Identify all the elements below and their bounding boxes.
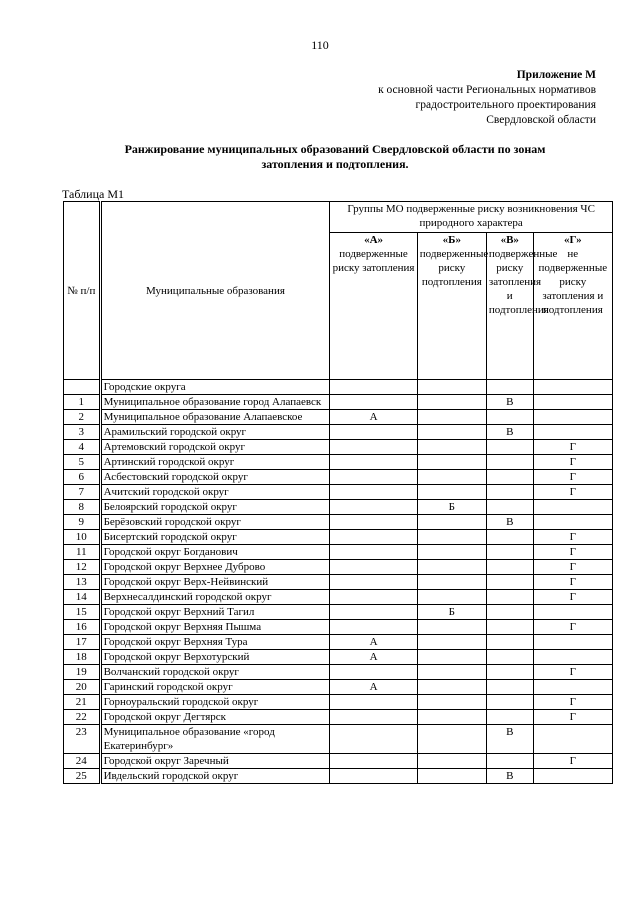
row-number: 1 bbox=[64, 395, 101, 410]
document-title bbox=[100, 142, 570, 172]
group-g-cell bbox=[533, 425, 612, 440]
group-b-key: «Б» bbox=[442, 234, 461, 246]
group-v-cell bbox=[486, 710, 533, 725]
group-g-cell: Г bbox=[533, 545, 612, 560]
group-g-cell: Г bbox=[533, 710, 612, 725]
municipality-name: Асбестовский городской округ bbox=[100, 470, 330, 485]
row-number: 22 bbox=[64, 710, 101, 725]
group-b-cell bbox=[417, 650, 486, 665]
group-b-cell bbox=[417, 680, 486, 695]
group-a-cell bbox=[330, 440, 417, 455]
municipality-name: Волчанский городской округ bbox=[100, 665, 330, 680]
document-title-line: затопления и подтопления. bbox=[261, 157, 409, 171]
row-number: 3 bbox=[64, 425, 101, 440]
header-group-v bbox=[486, 233, 558, 380]
group-v-cell bbox=[486, 530, 533, 545]
group-b-cell: Б bbox=[417, 500, 486, 515]
group-a-cell bbox=[330, 425, 417, 440]
municipality-name: Белоярский городской округ bbox=[100, 500, 330, 515]
row-number: 23 bbox=[64, 725, 101, 754]
group-a-cell bbox=[330, 620, 417, 635]
group-b-cell bbox=[417, 695, 486, 710]
group-b-cell bbox=[417, 470, 486, 485]
row-number: 10 bbox=[64, 530, 101, 545]
table-row bbox=[64, 545, 613, 560]
group-v-cell: В bbox=[486, 725, 533, 754]
group-v-cell bbox=[486, 590, 533, 605]
group-b-cell bbox=[417, 710, 486, 725]
empty-cell bbox=[533, 380, 612, 395]
group-v-cell bbox=[486, 575, 533, 590]
group-b-cell bbox=[417, 665, 486, 680]
municipality-name: Городской округ Верхотурский bbox=[100, 650, 330, 665]
group-b-cell bbox=[417, 754, 486, 769]
group-b-cell bbox=[417, 725, 486, 754]
table-row bbox=[64, 665, 613, 680]
group-g-cell bbox=[533, 725, 612, 754]
table-caption: Таблица М1 bbox=[62, 187, 124, 201]
table-row bbox=[64, 590, 613, 605]
group-g-cell: Г bbox=[533, 665, 612, 680]
group-a-cell bbox=[330, 769, 417, 784]
group-g-cell: Г bbox=[533, 470, 612, 485]
row-number: 18 bbox=[64, 650, 101, 665]
row-number: 12 bbox=[64, 560, 101, 575]
group-g-cell bbox=[533, 395, 612, 410]
group-v-cell: В bbox=[486, 515, 533, 530]
municipality-name: Городской округ Дегтярск bbox=[100, 710, 330, 725]
group-g-cell: Г bbox=[533, 485, 612, 500]
page-number: 110 bbox=[311, 38, 329, 52]
group-b-cell bbox=[417, 560, 486, 575]
table-row bbox=[64, 560, 613, 575]
table-row bbox=[64, 710, 613, 725]
group-v-cell bbox=[486, 500, 533, 515]
municipality-name: Верхнесалдинский городской округ bbox=[100, 590, 330, 605]
empty-cell bbox=[486, 380, 533, 395]
group-g-cell bbox=[533, 515, 612, 530]
row-number: 6 bbox=[64, 470, 101, 485]
section-number-cell bbox=[64, 380, 101, 395]
row-number: 9 bbox=[64, 515, 101, 530]
table-row bbox=[64, 530, 613, 545]
municipality-name: Ивдельский городской округ bbox=[100, 769, 330, 784]
municipality-name: Ачитский городской округ bbox=[100, 485, 330, 500]
group-b-cell bbox=[417, 395, 486, 410]
table-row bbox=[64, 575, 613, 590]
row-number: 16 bbox=[64, 620, 101, 635]
group-a-cell bbox=[330, 754, 417, 769]
section-row bbox=[64, 380, 613, 395]
row-number: 15 bbox=[64, 605, 101, 620]
table-row bbox=[64, 680, 613, 695]
group-a-cell bbox=[330, 545, 417, 560]
group-g-cell: Г bbox=[533, 590, 612, 605]
row-number: 13 bbox=[64, 575, 101, 590]
group-v-cell bbox=[486, 665, 533, 680]
group-v-cell bbox=[486, 695, 533, 710]
group-a-cell bbox=[330, 695, 417, 710]
group-v-cell bbox=[486, 410, 533, 425]
group-b-cell bbox=[417, 485, 486, 500]
municipality-name: Городской округ Верхняя Тура bbox=[100, 635, 330, 650]
group-a-text: подверженные риску затопления bbox=[332, 248, 415, 274]
municipality-name: Бисертский городской округ bbox=[100, 530, 330, 545]
group-v-cell bbox=[486, 455, 533, 470]
table-row bbox=[64, 620, 613, 635]
group-v-cell bbox=[486, 470, 533, 485]
group-g-cell bbox=[533, 500, 612, 515]
header-group-b bbox=[417, 233, 489, 380]
municipality-name: Муниципальное образование Алапаевское bbox=[100, 410, 330, 425]
group-v-cell bbox=[486, 680, 533, 695]
group-a-cell bbox=[330, 710, 417, 725]
group-b-cell bbox=[417, 515, 486, 530]
header-number: № п/п bbox=[64, 202, 101, 380]
group-a-cell bbox=[330, 395, 417, 410]
table-row bbox=[64, 515, 613, 530]
municipality-name: Муниципальное образование город Алапаевск bbox=[100, 395, 330, 410]
header-municipality: Муниципальные образования bbox=[100, 202, 330, 380]
group-v-cell bbox=[486, 635, 533, 650]
group-g-cell bbox=[533, 680, 612, 695]
group-g-cell bbox=[533, 650, 612, 665]
table-row bbox=[64, 485, 613, 500]
group-a-cell bbox=[330, 560, 417, 575]
group-v-key: «В» bbox=[500, 234, 519, 246]
table-row bbox=[64, 410, 613, 425]
table-row bbox=[64, 500, 613, 515]
appendix-line: к основной части Региональных нормативов bbox=[378, 84, 596, 96]
table-row bbox=[64, 650, 613, 665]
group-a-key: «А» bbox=[364, 234, 384, 246]
group-a-cell bbox=[330, 530, 417, 545]
group-g-cell: Г bbox=[533, 620, 612, 635]
group-b-cell bbox=[417, 530, 486, 545]
table-row bbox=[64, 695, 613, 710]
group-b-cell bbox=[417, 635, 486, 650]
header-risk-groups: Группы МО подверженные риску возникновения ЧС природного характера bbox=[330, 202, 613, 233]
group-b-cell bbox=[417, 410, 486, 425]
group-v-cell bbox=[486, 620, 533, 635]
row-number: 7 bbox=[64, 485, 101, 500]
group-g-cell bbox=[533, 635, 612, 650]
row-number: 24 bbox=[64, 754, 101, 769]
municipality-name: Берёзовский городской округ bbox=[100, 515, 330, 530]
group-b-cell bbox=[417, 575, 486, 590]
group-g-key: «Г» bbox=[563, 234, 582, 246]
group-g-cell bbox=[533, 605, 612, 620]
group-b-cell bbox=[417, 440, 486, 455]
municipality-name: Горноуральский городской округ bbox=[100, 695, 330, 710]
group-b-text: подверженные риску подтопления bbox=[419, 248, 489, 288]
group-a-cell: А bbox=[330, 680, 417, 695]
empty-cell bbox=[417, 380, 486, 395]
municipality-name: Городской округ Верхняя Пышма bbox=[100, 620, 330, 635]
row-number: 14 bbox=[64, 590, 101, 605]
table-row bbox=[64, 395, 613, 410]
municipality-name: Артемовский городской округ bbox=[100, 440, 330, 455]
row-number: 17 bbox=[64, 635, 101, 650]
group-v-cell bbox=[486, 485, 533, 500]
row-number: 8 bbox=[64, 500, 101, 515]
row-number: 21 bbox=[64, 695, 101, 710]
group-v-text: подверженные риску затопления и подтопления bbox=[488, 248, 558, 316]
group-a-cell: А bbox=[330, 635, 417, 650]
group-v-cell bbox=[486, 440, 533, 455]
group-a-cell: А bbox=[330, 650, 417, 665]
table-row bbox=[64, 470, 613, 485]
group-g-cell: Г bbox=[533, 575, 612, 590]
group-b-cell bbox=[417, 545, 486, 560]
group-a-cell bbox=[330, 500, 417, 515]
table-row bbox=[64, 725, 613, 754]
group-b-cell: Б bbox=[417, 605, 486, 620]
group-a-cell: А bbox=[330, 410, 417, 425]
empty-cell bbox=[330, 380, 417, 395]
section-label: Городские округа bbox=[100, 380, 330, 395]
group-g-cell bbox=[533, 410, 612, 425]
municipality-name: Городской округ Верх-Нейвинский bbox=[100, 575, 330, 590]
header-group-a bbox=[330, 233, 417, 380]
group-v-cell: В bbox=[486, 425, 533, 440]
group-g-cell: Г bbox=[533, 695, 612, 710]
group-g-cell: Г bbox=[533, 455, 612, 470]
group-g-cell: Г bbox=[533, 560, 612, 575]
table-row bbox=[64, 440, 613, 455]
group-g-cell: Г bbox=[533, 754, 612, 769]
appendix-block bbox=[378, 68, 596, 128]
group-v-cell bbox=[486, 754, 533, 769]
flood-risk-table bbox=[63, 201, 613, 784]
group-a-cell bbox=[330, 470, 417, 485]
group-g-text: не подверженные риску затопления и подтопления bbox=[538, 248, 608, 316]
group-v-cell bbox=[486, 650, 533, 665]
group-a-cell bbox=[330, 575, 417, 590]
municipality-name: Городской округ Богданович bbox=[100, 545, 330, 560]
group-a-cell bbox=[330, 725, 417, 754]
group-v-cell bbox=[486, 545, 533, 560]
group-v-cell: В bbox=[486, 395, 533, 410]
row-number: 5 bbox=[64, 455, 101, 470]
table-row bbox=[64, 455, 613, 470]
row-number: 4 bbox=[64, 440, 101, 455]
table-row bbox=[64, 754, 613, 769]
table-row bbox=[64, 605, 613, 620]
appendix-title: Приложение М bbox=[516, 69, 596, 81]
group-b-cell bbox=[417, 425, 486, 440]
group-b-cell bbox=[417, 455, 486, 470]
row-number: 25 bbox=[64, 769, 101, 784]
municipality-name: Городской округ Верхнее Дуброво bbox=[100, 560, 330, 575]
group-g-cell: Г bbox=[533, 530, 612, 545]
group-a-cell bbox=[330, 515, 417, 530]
group-a-cell bbox=[330, 485, 417, 500]
group-b-cell bbox=[417, 620, 486, 635]
group-v-cell bbox=[486, 605, 533, 620]
municipality-name: Гаринский городской округ bbox=[100, 680, 330, 695]
row-number: 20 bbox=[64, 680, 101, 695]
municipality-name: Городской округ Заречный bbox=[100, 754, 330, 769]
table-row bbox=[64, 635, 613, 650]
group-v-cell bbox=[486, 560, 533, 575]
group-a-cell bbox=[330, 590, 417, 605]
appendix-line: Свердловской области bbox=[486, 114, 596, 126]
group-v-cell: В bbox=[486, 769, 533, 784]
municipality-name: Городской округ Верхний Тагил bbox=[100, 605, 330, 620]
group-b-cell bbox=[417, 769, 486, 784]
group-g-cell bbox=[533, 769, 612, 784]
municipality-name: Муниципальное образование «город Екатеринбург» bbox=[100, 725, 330, 754]
group-a-cell bbox=[330, 665, 417, 680]
row-number: 19 bbox=[64, 665, 101, 680]
row-number: 11 bbox=[64, 545, 101, 560]
municipality-name: Арамильский городской округ bbox=[100, 425, 330, 440]
group-a-cell bbox=[330, 605, 417, 620]
group-b-cell bbox=[417, 590, 486, 605]
table-row bbox=[64, 425, 613, 440]
row-number: 2 bbox=[64, 410, 101, 425]
municipality-name: Артинский городской округ bbox=[100, 455, 330, 470]
appendix-line: градостроительного проектирования bbox=[415, 99, 596, 111]
group-g-cell: Г bbox=[533, 440, 612, 455]
group-a-cell bbox=[330, 455, 417, 470]
document-title-line: Ранжирование муниципальных образований Свердловской области по зонам bbox=[124, 142, 546, 156]
table-row bbox=[64, 769, 613, 784]
